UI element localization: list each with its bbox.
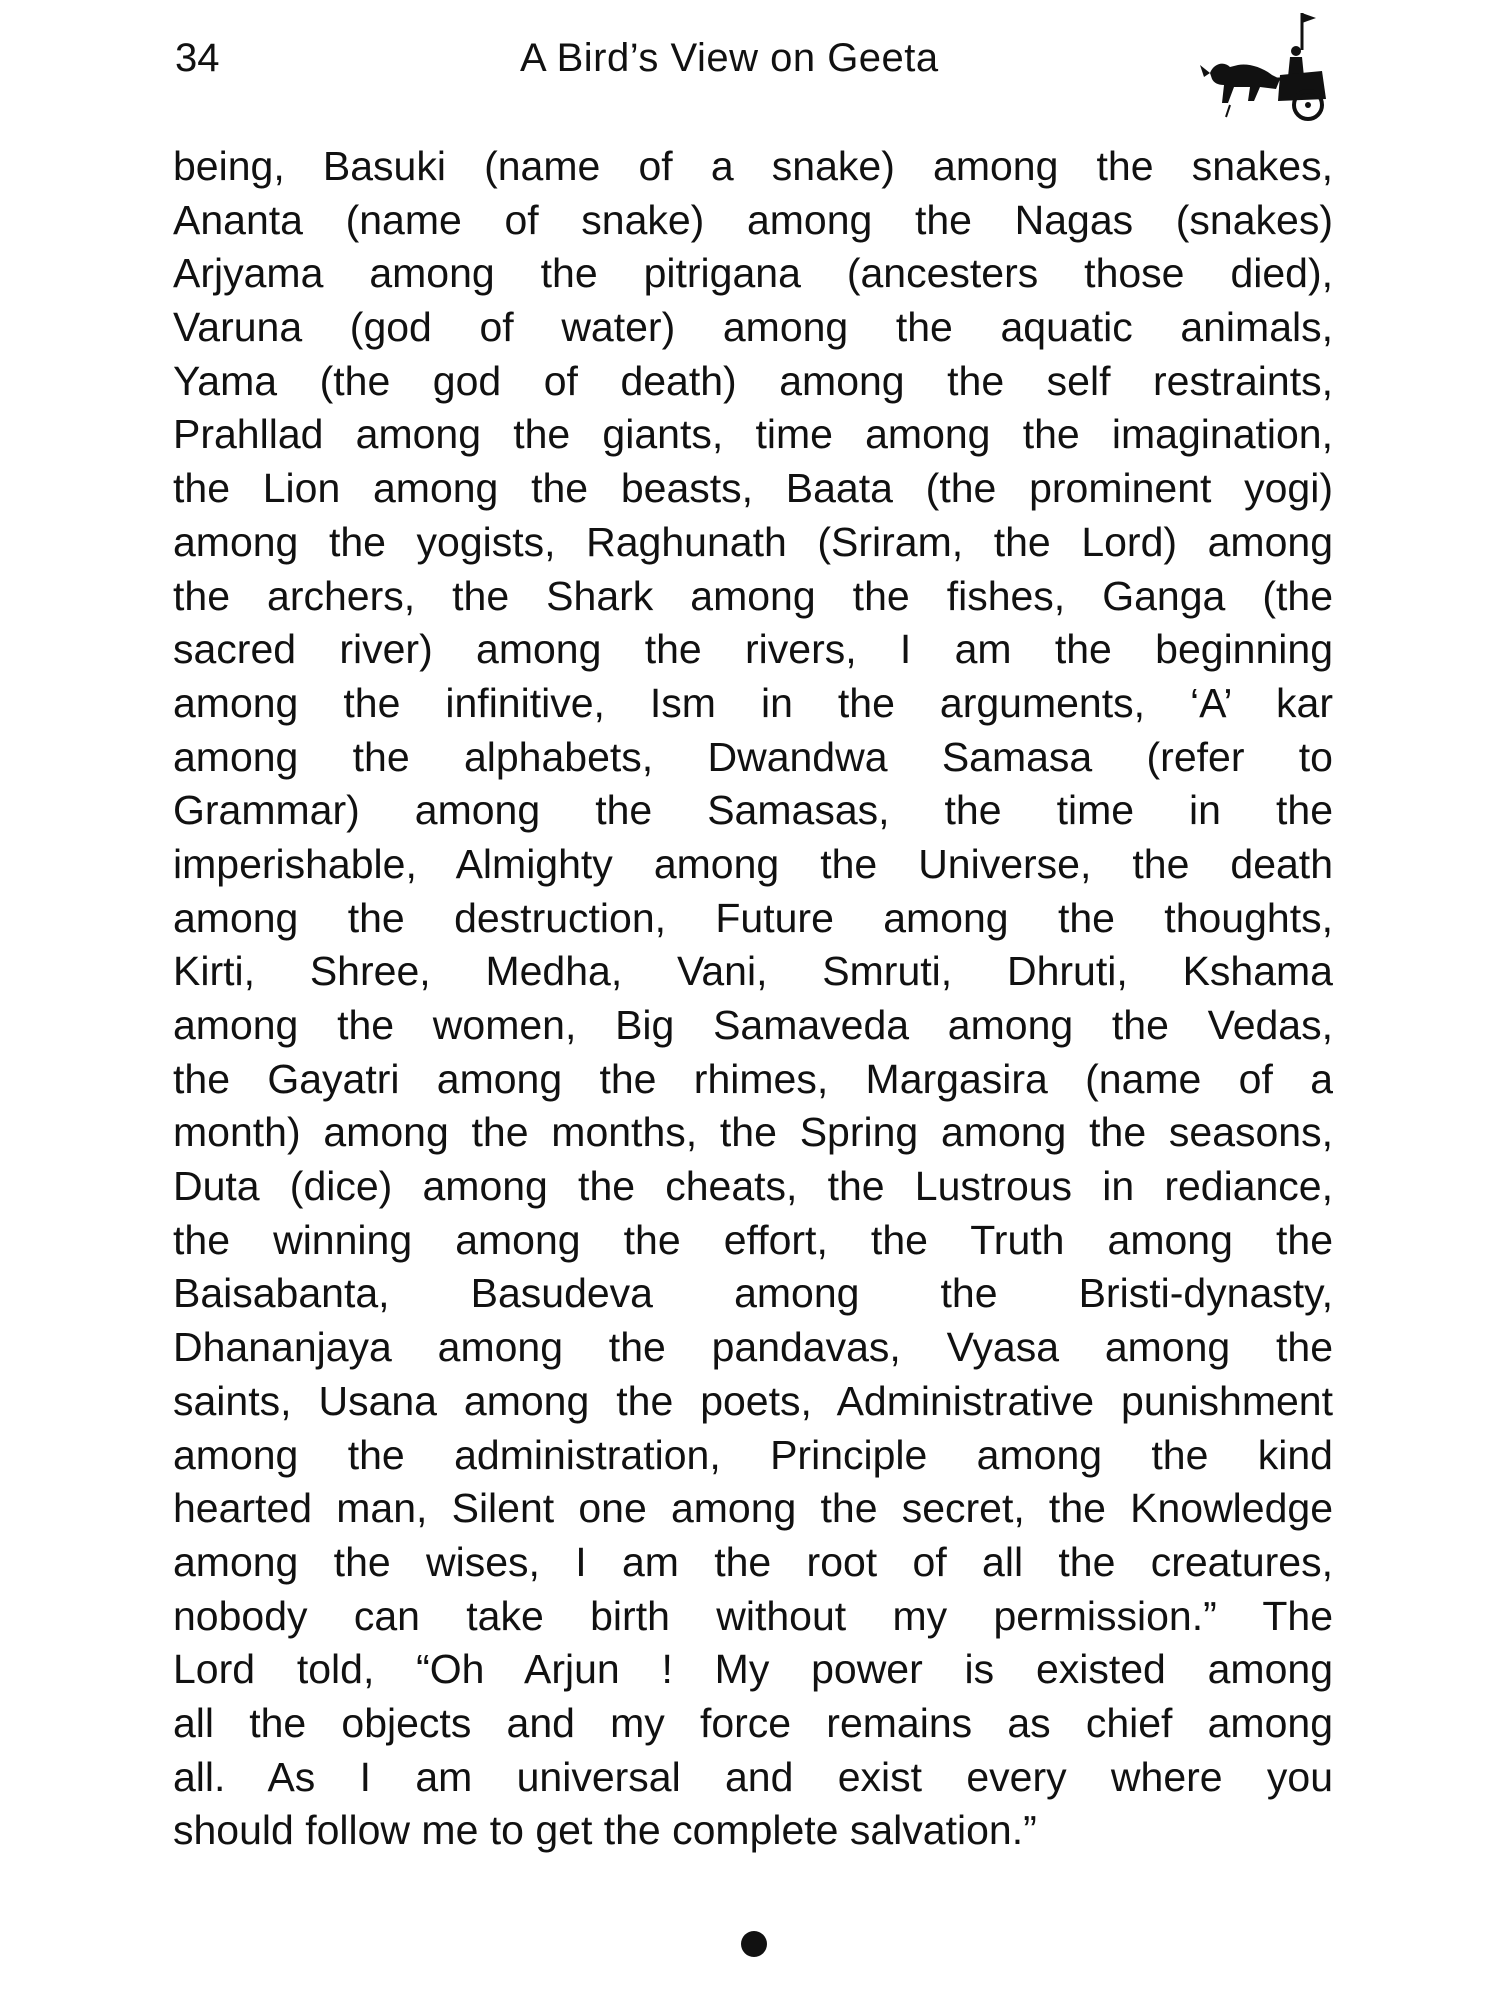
text-line: nobody can take birth without my permission.” The	[173, 1592, 1333, 1639]
text-line: Ananta (name of snake) among the Nagas (snakes)	[173, 196, 1333, 243]
page-number: 34	[175, 36, 220, 80]
text-line: the Lion among the beasts, Baata (the prominent yogi)	[173, 465, 1333, 512]
text-line: Kirti, Shree, Medha, Vani, Smruti, Dhruti, Kshama	[173, 948, 1333, 995]
text-line: hearted man, Silent one among the secret, the Knowledge	[173, 1485, 1333, 1532]
text-line: Baisabanta, Basudeva among the Bristi-dynasty,	[173, 1270, 1333, 1317]
text-line: among the wises, I am the root of all the creatures,	[173, 1538, 1333, 1585]
text-line: imperishable, Almighty among the Universe, the death	[173, 840, 1333, 887]
text-line: Prahllad among the giants, time among the imagination,	[173, 411, 1333, 458]
text-line: Lord told, “Oh Arjun ! My power is existed among	[173, 1646, 1333, 1693]
text-line: among the infinitive, Ism in the arguments, ‘A’ kar	[173, 679, 1333, 726]
text-line: Yama (the god of death) among the self restraints,	[173, 357, 1333, 404]
text-line: being, Basuki (name of a snake) among the snakes,	[173, 143, 1333, 189]
end-bullet	[741, 1931, 767, 1957]
running-title: A Bird’s View on Geeta	[520, 36, 939, 80]
text-line: saints, Usana among the poets, Administrative punishment	[173, 1377, 1333, 1424]
chariot-icon	[1190, 5, 1340, 125]
text-line: Varuna (god of water) among the aquatic animals,	[173, 304, 1333, 351]
text-line: among the destruction, Future among the thoughts,	[173, 894, 1333, 941]
text-line: should follow me to get the complete salvation.”	[173, 1807, 1037, 1854]
text-line: all. As I am universal and exist every where you	[173, 1753, 1333, 1800]
text-line: the archers, the Shark among the fishes, Ganga (the	[173, 572, 1333, 619]
body-text	[173, 140, 1333, 1858]
text-line: among the yogists, Raghunath (Sriram, the Lord) among	[173, 518, 1333, 565]
text-line: the winning among the effort, the Truth among the	[173, 1216, 1333, 1263]
text-line: the Gayatri among the rhimes, Margasira (name of a	[173, 1055, 1333, 1102]
text-line: among the women, Big Samaveda among the Vedas,	[173, 1002, 1333, 1048]
text-line: Grammar) among the Samasas, the time in the	[173, 787, 1333, 834]
text-line: sacred river) among the rivers, I am the beginning	[173, 626, 1333, 673]
text-line: among the alphabets, Dwandwa Samasa (refer to	[173, 733, 1333, 780]
text-line: Duta (dice) among the cheats, the Lustrous in rediance,	[173, 1163, 1333, 1210]
text-line: among the administration, Principle among the kind	[173, 1431, 1333, 1478]
text-line: all the objects and my force remains as chief among	[173, 1699, 1333, 1746]
text-line: Dhananjaya among the pandavas, Vyasa among the	[173, 1324, 1333, 1371]
text-line: month) among the months, the Spring among the seasons,	[173, 1109, 1333, 1156]
text-line: Arjyama among the pitrigana (ancesters those died),	[173, 250, 1333, 297]
